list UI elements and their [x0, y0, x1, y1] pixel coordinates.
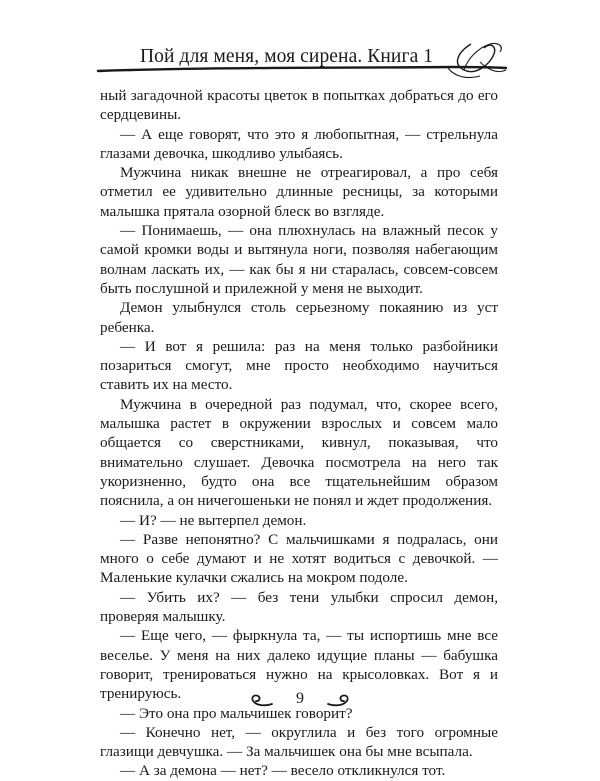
paragraph: — А еще говорят, что это я любопытная, — стрельнула глазами девочка, шкодливо улыбаясь.: [100, 125, 498, 162]
header-title: Пой для меня, моя сирена. Книга 1: [140, 46, 434, 67]
paragraph: — Понимаешь, — она плюхнулась на влажный песок у самой кромки воды и вытянула ноги, позволяя набегающим волнам ласкать их, — как бы я ни старалась, совсем-совсем быть послушной и прилежной у меня не выходит.: [100, 222, 498, 297]
paragraph: Мужчина в очередной раз подумал, что, скорее всего, малышка растет в окружении взрослых и совсем мало общается со сверстниками, кивнул, показывая, что внимательно слушает. Девочка посмотрела на него так укоризненно, будто она все тщательнейшим образом пояснила, а он ничегошеньки не понял и ждет продолжения.: [100, 395, 498, 510]
paragraph: — Это она про мальчишек говорит?: [120, 704, 353, 722]
page-footer: [0, 688, 600, 714]
page-body: [100, 86, 498, 781]
left-swirl-icon: [246, 692, 274, 708]
paragraph: — Конечно нет, — округлила и без того огромные глазищи девчушка. — За мальчишек она бы мне всыпала.: [100, 723, 498, 761]
paragraph: ный загадочной красоты цветок в попытках добраться до его сердцевины.: [100, 87, 498, 124]
paragraph: — Еще чего, — фыркнула та, — ты испортишь мне все веселье. У меня на них далеко идущие планы — бабушка говорит, тренироваться нужно на крысоловках. Вот я и тренируюсь.: [100, 627, 498, 703]
paragraph: — Убить их? — без тени улыбки спросил демон, проверяя малышку.: [100, 588, 498, 626]
paragraph: — И вот я решила: раз на меня только разбойники позариться смогут, мне просто необходимо научиться ставить их на место.: [100, 337, 498, 394]
right-swirl-icon: [326, 692, 354, 708]
paragraph: — И? — не вытерпел демон.: [120, 511, 307, 529]
page-number: 9: [296, 690, 304, 707]
paragraph: Мужчина никак внешне не отреагировал, а про себя отметил ее удивительно длинные ресницы, за которыми малышка прятала озорной блеск во взгляде.: [100, 164, 498, 220]
running-header: [96, 34, 510, 92]
paragraph: Демон улыбнулся столь серьезному покаянию из уст ребенка.: [100, 299, 498, 336]
paragraph: — А за демона — нет? — весело откликнулся тот.: [120, 762, 446, 780]
paragraph: — Разве непонятно? С мальчишками я подралась, они много о себе думают и не хотят водиться с девочкой. — Маленькие кулачки сжались на мокром подоле.: [100, 530, 498, 587]
